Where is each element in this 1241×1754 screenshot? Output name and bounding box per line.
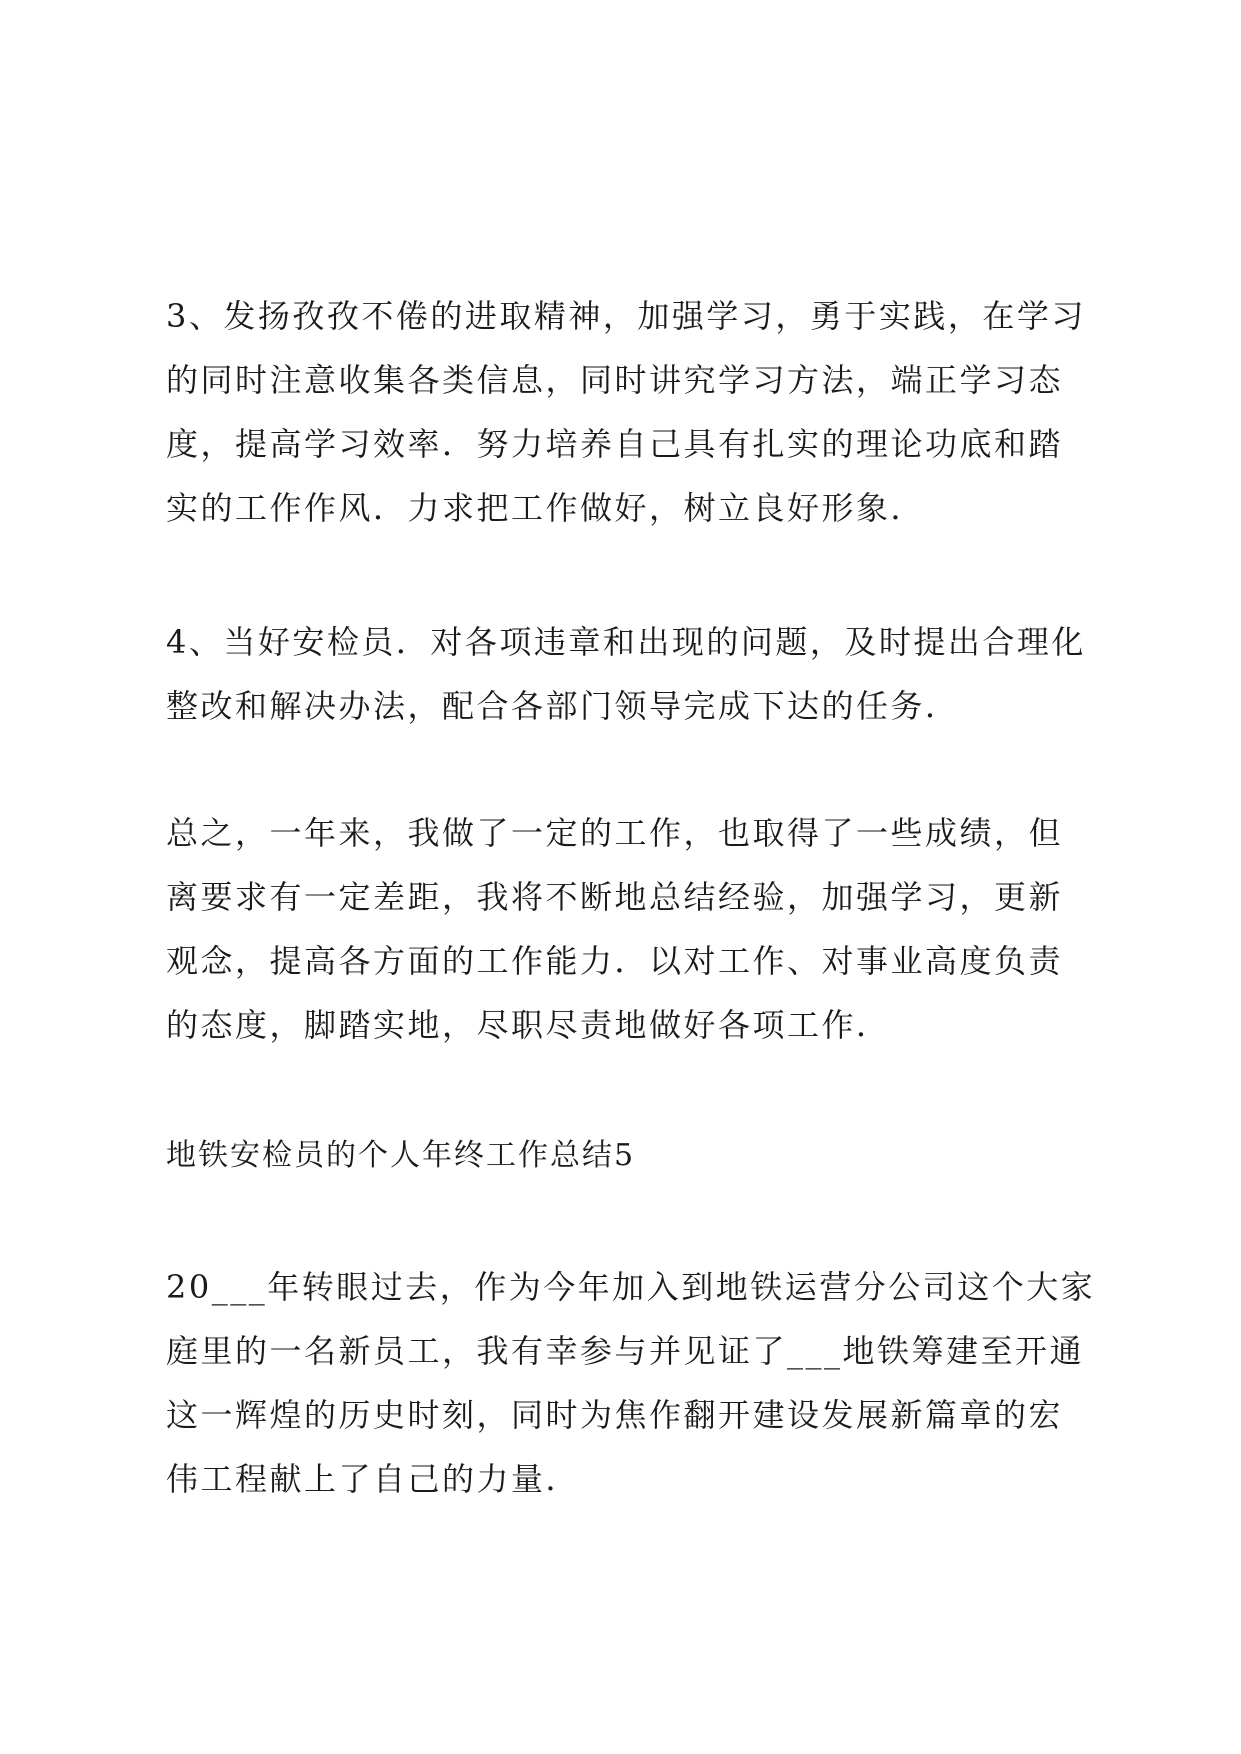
- paragraph-item-3: 3、发扬孜孜不倦的进取精神，加强学习，勇于实践，在学习的同时注意收集各类信息，同时讲究学习方法，端正学习态度，提高学习效率．努力培养自己具有扎实的理论功底和踏实的工作作风．力求把工作做好，树立良好形象．: [166, 297, 1086, 527]
- paragraph-item-4: 4、当好安检员．对各项违章和出现的问题，及时提出合理化整改和解决办法，配合各部门领导完成下达的任务．: [166, 623, 1086, 725]
- section-heading: 地铁安检员的个人年终工作总结5: [166, 1138, 636, 1173]
- section-paragraph: 20___年转眼过去，作为今年加入到地铁运营分公司这个大家庭里的一名新员工，我有幸参与并见证了___地铁筹建至开通这一辉煌的历史时刻，同时为焦作翻开建设发展新篇章的宏伟工程献上了自己的力量．: [166, 1268, 1096, 1498]
- paragraph-summary: 总之，一年来，我做了一定的工作，也取得了一些成绩，但离要求有一定差距，我将不断地总结经验，加强学习，更新观念，提高各方面的工作能力．以对工作、对事业高度负责的态度，脚踏实地，尽职尽责地做好各项工作．: [166, 814, 1064, 1044]
